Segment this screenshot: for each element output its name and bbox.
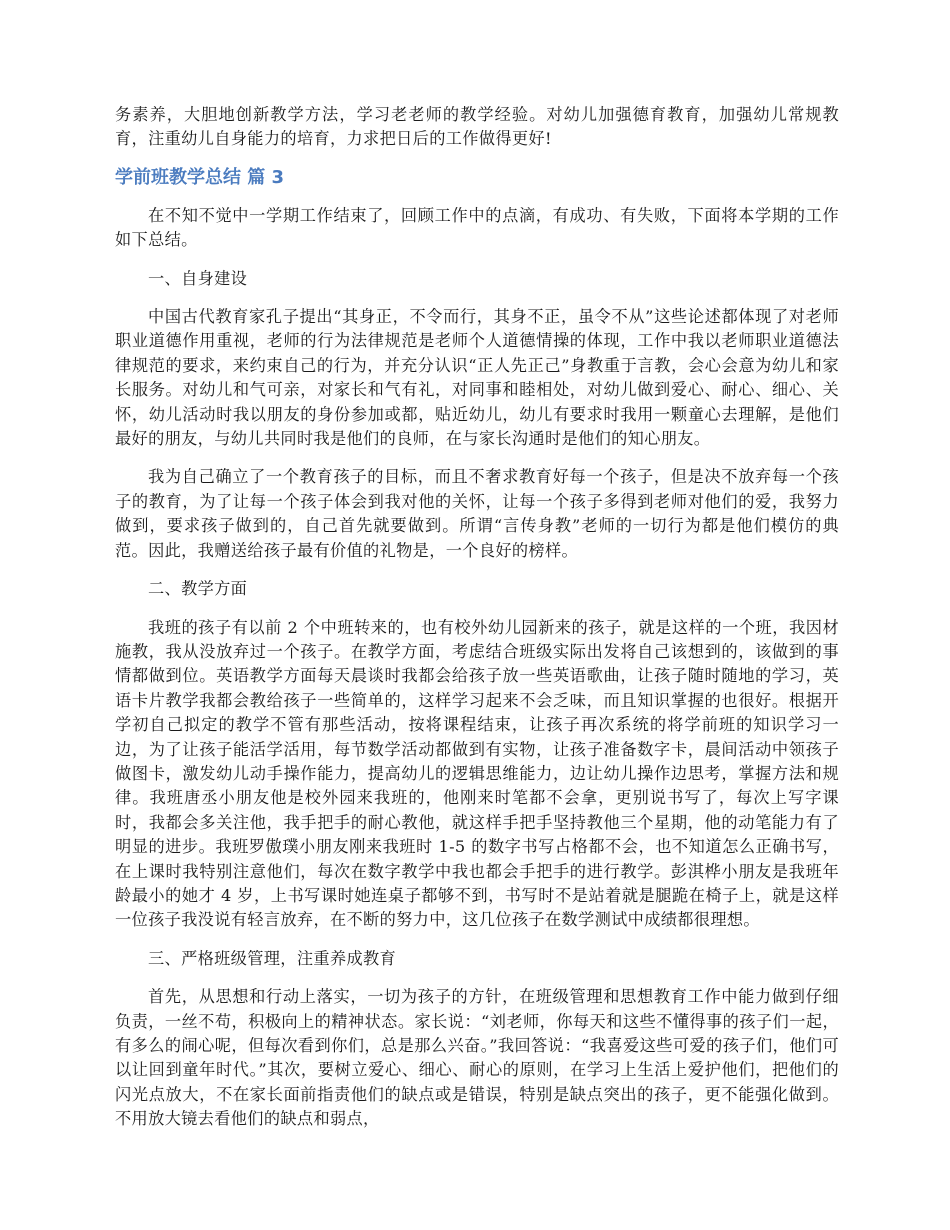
paragraph-ethics: 中国古代教育家孔子提出“其身正，不令而行，其身不正，虽令不从”这些论述都体现了对老师职业道德作用重视，老师的行为法律规范是老师个人道德情操的体现，工作中我以老师职业道德法律规范的要求，来约束自己的行为，并充分认识“正人先正己”身教重于言教，会心会意为幼儿和家长服务。对幼儿和气可亲，对家长和气有礼，对同事和睦相处，对幼儿做到爱心、耐心、细心、关怀，幼儿活动时我以朋友的身份参加或都，贴近幼儿，幼儿有要求时我用一颗童心去理解，是他们最好的朋友，与幼儿共同时我是他们的良师，在与家长沟通时是他们的知心朋友。 [115, 307, 839, 449]
paragraph-goal: 我为自己确立了一个教育孩子的目标，而且不奢求教育好每一个孩子，但是决不放弃每一个孩子的教育，为了让每一个孩子体会到我对他的关怀，让每一个孩子多得到老师对他们的爱，我努力做到，要求孩子做到的，自己首先就要做到。所谓“言传身教”老师的一切行为都是他们模仿的典范。因此，我赠送给孩子最有价值的礼物是，一个良好的榜样。 [115, 467, 839, 560]
paragraph-opening: 在不知不觉中一学期工作结束了，回顾工作中的点滴，有成功、有失败，下面将本学期的工作如下总结。 [115, 205, 839, 250]
document-page [115, 103, 839, 1132]
subheading-self-development: 一、自身建设 [148, 268, 248, 288]
section-title: 学前班教学总结 篇 3 [115, 166, 285, 188]
paragraph-teaching: 我班的孩子有以前 2 个中班转来的，也有校外幼儿园新来的孩子，就是这样的一个班，我因材施教，我从没放弃过一个孩子。在教学方面，考虑结合班级实际出发将自己该想到的，该做到的事情都做到位。英语教学方面每天晨谈时我都会给孩子放一些英语歌曲，让孩子随时随地的学习，英语卡片教学我都会教给孩子一些简单的，这样学习起来不会乏味，而且知识掌握的也很好。根据开学初自己拟定的教学不管有那些活动，按将课程结束，让孩子再次系统的将学前班的知识学习一边，为了让孩子能活学活用，每节数学活动都做到有实物，让孩子准备数字卡，晨间活动中领孩子做图卡，激发幼儿动手操作能力，提高幼儿的逻辑思维能力，边让幼儿操作边思考，掌握方法和规律。我班唐丞小朋友他是校外园来我班的，他刚来时笔都不会拿，更别说书写了，每次上写字课时，我都会多关注他，我手把手的耐心教他，就这样手把手坚持教他三个星期，他的动笔能力有了明显的进步。我班罗傲璞小朋友刚来我班时 1-5 的数字书写占格都不会，也不知道怎么正确书写，在上课时我特别注意他们，每次在数字教学中我也都会手把手的进行教学。彭淇桦小朋友是我班年龄最小的她才 4 岁，上书写课时她连桌子都够不到，书写时不是站着就是腿跪在椅子上，就是这样一位孩子我没说有轻言放弃，在不断的努力中，这几位孩子在数学测试中成绩都很理想。 [115, 617, 839, 930]
paragraph-management: 首先，从思想和行动上落实，一切为孩子的方针，在班级管理和思想教育工作中能力做到仔细负责，一丝不苟，积极向上的精神状态。家长说：“刘老师，你每天和这些不懂得事的孩子们一起，有多么的闹心呢，但每次看到你们，总是那么兴奋。”我回答说：“我喜爱这些可爱的孩子们，他们可以让回到童年时代。”其次，要树立爱心、细心、耐心的原则，在学习上生活上爱护他们，把他们的闪光点放大，不在家长面前指责他们的缺点或是错误，特别是缺点突出的孩子，更不能强化做到。不用放大镜去看他们的缺点和弱点， [115, 987, 839, 1129]
subheading-class-management: 三、严格班级管理，注重养成教育 [148, 948, 397, 968]
intro-paragraph: 务素养，大胆地创新教学方法，学习老老师的教学经验。对幼儿加强德育教育，加强幼儿常规教育，注重幼儿自身能力的培育，力求把日后的工作做得更好! [115, 105, 839, 149]
subheading-teaching: 二、教学方面 [148, 579, 248, 599]
